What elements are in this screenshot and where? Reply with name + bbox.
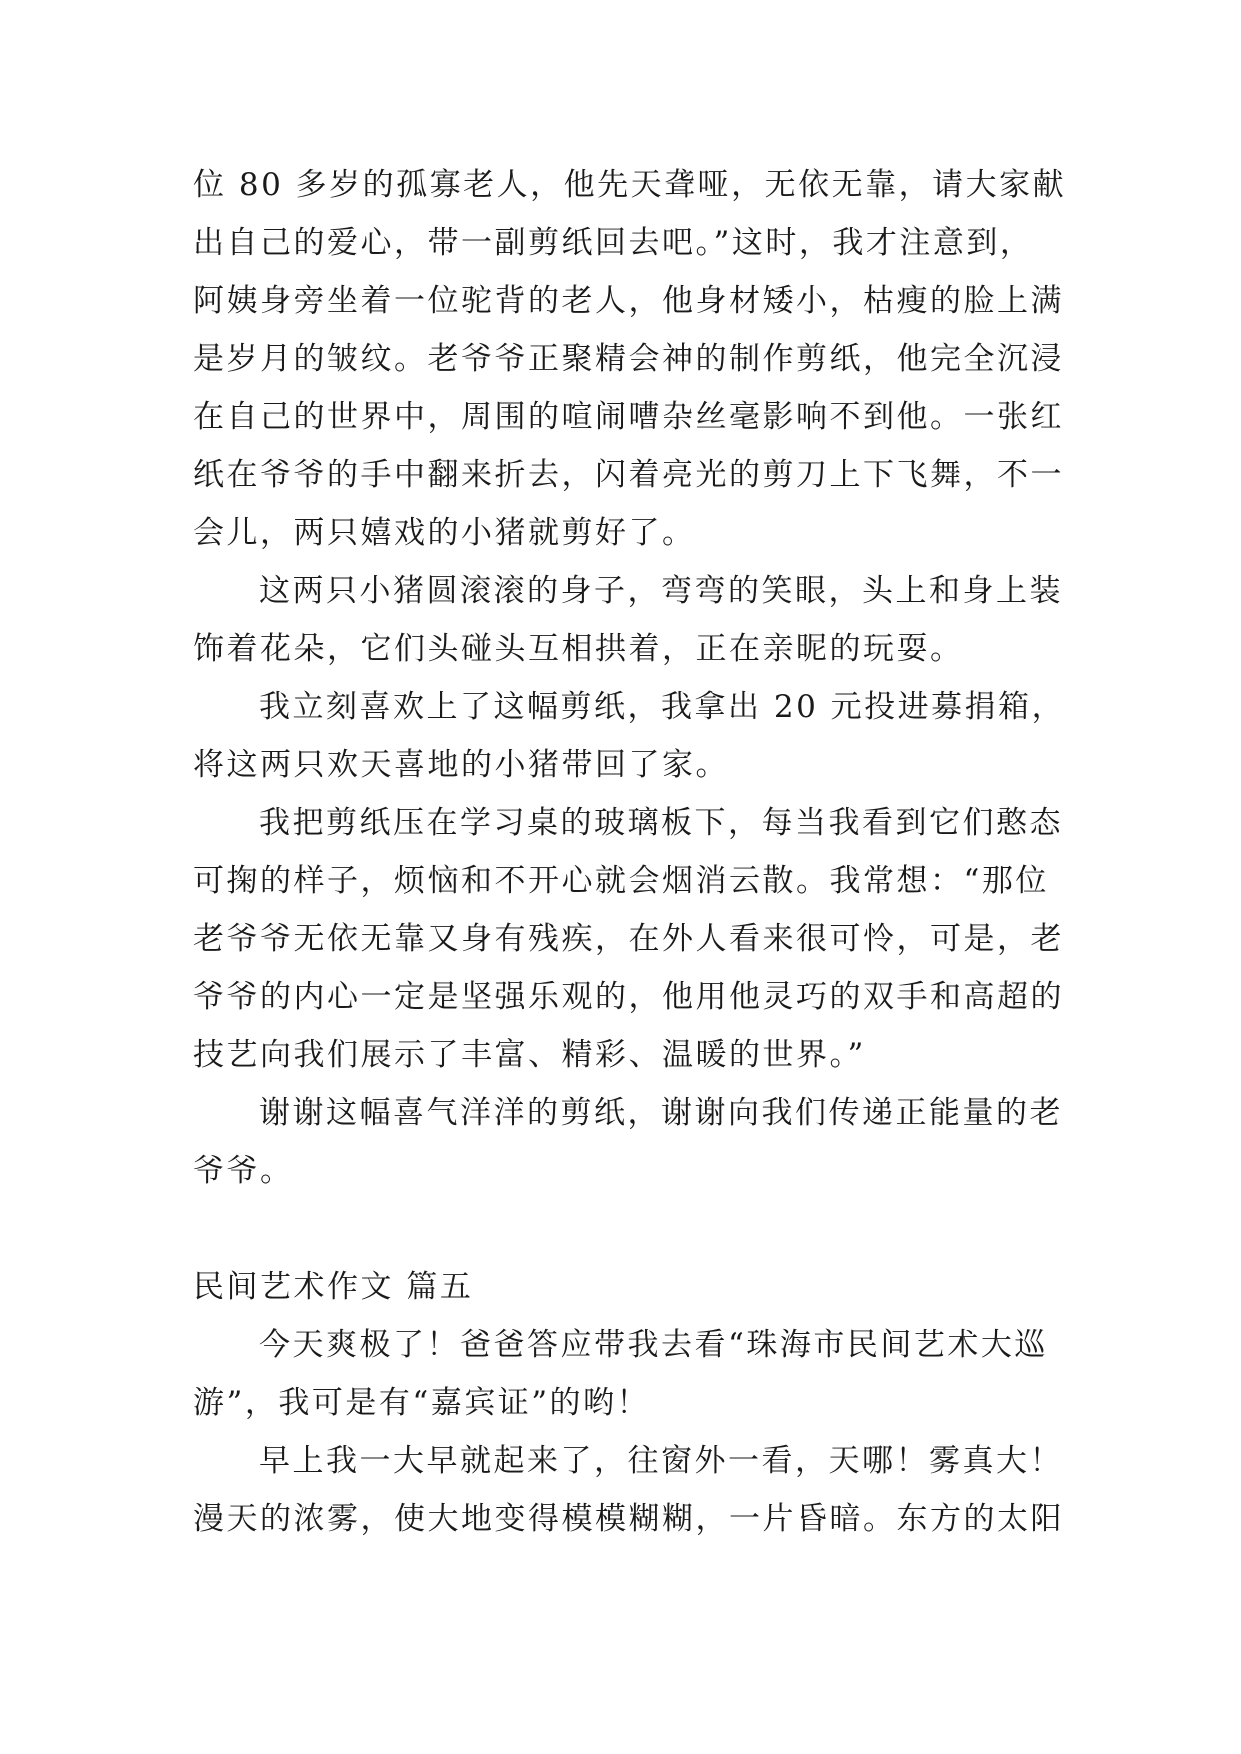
text-line: 纸在爷爷的手中翻来折去，闪着亮光的剪刀上下飞舞，不一 xyxy=(193,457,1064,493)
section-heading: 民间艺术作文 篇五 xyxy=(193,1269,474,1305)
text-line: 游”，我可是有“嘉宾证”的哟！ xyxy=(193,1385,651,1421)
text-line: 阿姨身旁坐着一位驼背的老人，他身材矮小，枯瘦的脸上满 xyxy=(193,283,1064,319)
text-line: 位 80 多岁的孤寡老人，他先天聋哑，无依无靠，请大家献 xyxy=(193,167,1067,203)
text-line: 谢谢这幅喜气洋洋的剪纸，谢谢向我们传递正能量的老 xyxy=(259,1095,1063,1131)
text-line: 老爷爷无依无靠又身有残疾，在外人看来很可怜，可是，老 xyxy=(193,921,1064,957)
text-line: 将这两只欢天喜地的小猪带回了家。 xyxy=(193,747,729,783)
text-line: 出自己的爱心，带一副剪纸回去吧。”这时，我才注意到， xyxy=(193,225,1034,261)
text-line: 这两只小猪圆滚滚的身子，弯弯的笑眼，头上和身上装 xyxy=(259,573,1063,609)
text-line: 会儿，两只嬉戏的小猪就剪好了。 xyxy=(193,515,696,551)
text-line: 早上我一大早就起来了，往窗外一看，天哪！雾真大！ xyxy=(259,1443,1063,1479)
text-line: 今天爽极了！爸爸答应带我去看“珠海市民间艺术大巡 xyxy=(259,1327,1048,1363)
text-line: 可掬的样子，烦恼和不开心就会烟消云散。我常想：“那位 xyxy=(193,863,1049,899)
text-line: 我立刻喜欢上了这幅剪纸，我拿出 20 元投进募捐箱， xyxy=(259,689,1066,725)
text-line: 我把剪纸压在学习桌的玻璃板下，每当我看到它们憨态 xyxy=(259,805,1063,841)
text-line: 饰着花朵，它们头碰头互相拱着，正在亲昵的玩耍。 xyxy=(193,631,964,667)
text-line: 漫天的浓雾，使大地变得模模糊糊，一片昏暗。东方的太阳 xyxy=(193,1501,1064,1537)
text-line: 是岁月的皱纹。老爷爷正聚精会神的制作剪纸，他完全沉浸 xyxy=(193,341,1064,377)
text-line: 爷爷。 xyxy=(193,1153,294,1189)
text-line: 在自己的世界中，周围的喧闹嘈杂丝毫影响不到他。一张红 xyxy=(193,399,1064,435)
text-line: 爷爷的内心一定是坚强乐观的，他用他灵巧的双手和高超的 xyxy=(193,979,1064,1015)
text-line: 技艺向我们展示了丰富、精彩、温暖的世界。” xyxy=(193,1037,866,1073)
